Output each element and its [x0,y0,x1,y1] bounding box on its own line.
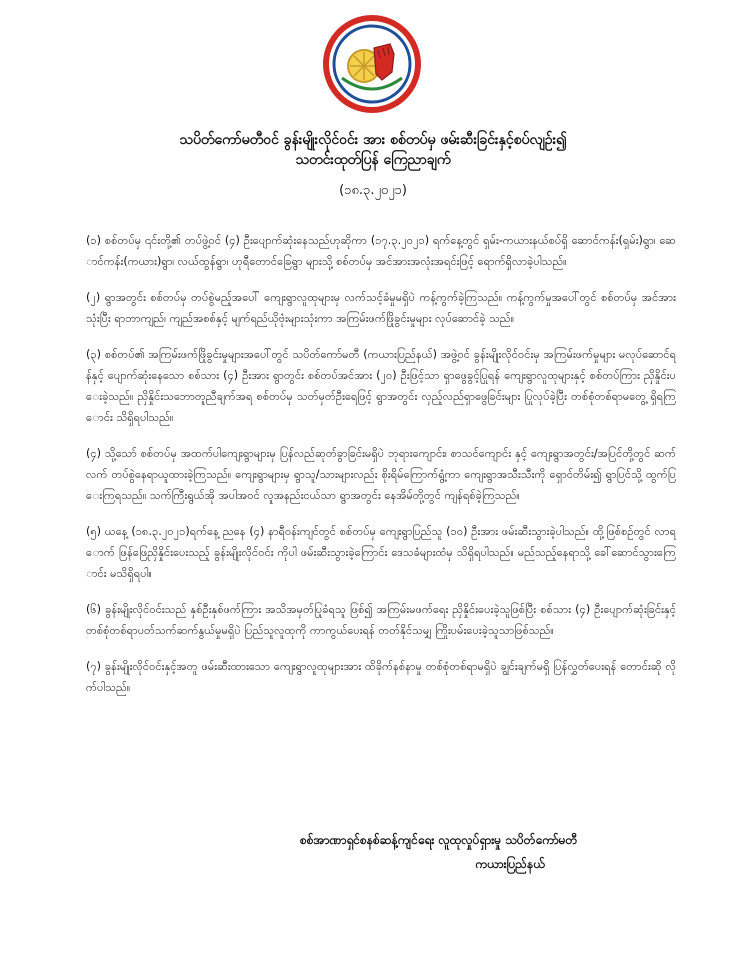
union-logo-fist-icon [320,14,424,114]
union-logo [320,14,424,114]
signature-location: ကယားပြည်နယ် [475,857,545,871]
paragraph-4: (၄) သို့သော် စစ်တပ်မှ အထက်ပါကျေးရွာများမှ ပြန်လည်ဆုတ်ခွာခြင်းမရှိပဲ ဘုရားကျောင်း၊ စာသင်ကျောင်း နှင့် ကျေးရွာအတွင်း/အပြင်တို့တွင် ဆက်လက် တပ်စွဲနေရာယူထားခဲ့ကြသည်။ ကျေးရွာများမှ ရွာသူ/သားများလည်း စိုးရိမ်ကြောက်ရွံ့ကာ ကျေးရွာအသီးသီးကို ရှောင်တိမ်း၍ ရွာပြင်သို့ ထွက်ပြေးကြရသည်။ သက်ကြီးရွယ်အို အပါအဝင် လူအနည်းငယ်သာ ရွာအတွင်း နေအိမ်တို့တွင် ကျန်ရစ်ခဲ့ကြသည်။ [86,447,676,502]
signature-block [300,828,680,876]
signature-organization: စစ်အာဏာရှင်စနစ်ဆန့်ကျင်ရေး လူထုလှုပ်ရှားမှု သပိတ်ကော်မတီ [300,833,578,847]
paragraph-3: (၃) စစ်တပ်၏ အကြမ်းဖက်ဖြိုခွင်းမှုများအပေါ်တွင် သပိတ်ကော်မတီ (ကယားပြည်နယ်) အဖွဲ့ဝင် ခွန်းမျိုးလိုင်ဝင်းမှ အကြမ်းဖက်မှုများ မလုပ်ဆောင်ရန်နှင့် ပျောက်ဆုံးနေသော စစ်သား (၄) ဦးအား ရွာတွင်း စစ်တပ်အင်အား (၂၀) ဦးဖြင့်သာ ရှာဖွေခွင့်ပြုရန် ကျေးရွာလူထုများနှင့် စစ်တပ်ကြား ညှိနှိုင်းပေးခဲ့သည်။ ညှိနှိုင်းသဘောတူညီချက်အရ စစ်တပ်မှ သတ်မှတ်ဦးရေဖြင့် ရွာအတွင်း လှည့်လည်ရှာဖွေခြင်းများ ပြုလုပ်ခဲ့ပြီး တစ်စုံတစ်ရာမတွေ့ ရှိရကြောင်း သိရှိရပါသည်။ [86,348,676,424]
paragraph-6: (၆) ခွန်းမျိုးလိုင်ဝင်းသည် နှစ်ဦးနှစ်ဖက်ကြား အသိအမှတ်ပြုခံရသူ ဖြစ်၍ အကြမ်းမဖက်ရေး ညှိနှိုင်းပေးခဲ့သူဖြစ်ပြီး စစ်သား (၄) ဦးပျောက်ဆုံးခြင်းနှင့် တစ်စုံတစ်ရာပတ်သက်ဆက်နွယ်မှုမရှိပဲ ပြည်သူလူထုကို ကာကွယ်ပေးရန် တတ်နိုင်သမျှ ကြိုးပမ်းပေးခဲ့သူသာဖြစ်သည်။ [86,603,676,637]
paragraph-7: (၇) ခွန်းမျိုးလိုင်ဝင်းနှင့်အတူ ဖမ်းဆီးထားသော ကျေးရွာလူထုများအား ထိခိုက်နစ်နာမှု တစ်စုံတစ်ရာမရှိပဲ ချွင်းချက်မရှိ ပြန်လွှတ်ပေးရန် တောင်းဆို လိုက်ပါသည်။ [86,660,676,694]
paragraph-2: (၂) ရွာအတွင်း စစ်တပ်မှ တပ်စွဲမည့်အပေါ် ကျေးရွာလူထုများမှ လက်သင့်ခံမှုမရှိပဲ ကန့်ကွက်ခဲ့ကြသည်။ ကန့်ကွက်မှုအပေါ်တွင် စစ်တပ်မှ အင်အားသုံးပြီး ရာဘာကျည်၊ ကျည်အစစ်နှင့် မျက်ရည်ယိုဗုံးများသုံးကာ အကြမ်းဖက်ဖြိုခွင်းမှုများ လုပ်ဆောင်ခဲ့ သည်။ [86,291,676,325]
statement-date: (၁၈.၃.၂၀၂၁) [339,183,407,198]
title-line-2: သတင်းထုတ်ပြန် ကြေညာချက် [295,152,451,168]
statement-title [60,130,686,170]
paragraph-1: (၁) စစ်တပ်မှ ၎င်းတို့၏ တပ်ဖွဲ့ဝင် (၄) ဦးပျောက်ဆုံးနေသည်ဟုဆိုကာ (၁၇.၃.၂၀၂၁) ရက်နေ့တွင် ရှမ်း-ကယားနယ်စပ်ရှိ ဆောင်ကန်း(ရှမ်း)ရွာ၊ ဆောင်ကန်း(ကယား)ရွာ၊ လယ်ထွန်ရွာ၊ ဟုရီတောင်ခြေရွာ များသို့ စစ်တပ်မှ အင်အားအလုံးအရင်းဖြင့် ရောက်ရှိလာခဲ့ပါသည်။ [86,234,676,268]
title-line-1: သပိတ်ကော်မတီဝင် ခွန်းမျိုးလိုင်ဝင်း အား စစ်တပ်မှ ဖမ်းဆီးခြင်းနှင့်စပ်လျဉ်း၍ [179,132,567,148]
statement-body [86,230,676,713]
paragraph-5: (၅) ယနေ့ (၁၈.၃.၂၀၂၁)ရက်နေ့ ညနေ (၄) နာရီဝန်းကျင်တွင် စစ်တပ်မှ ကျေးရွာပြည်သူ (၁၀) ဦးအား ဖမ်းဆီးသွားခဲ့ပါသည်။ ထို့ဖြစ်စဉ်တွင် လာရောက် ဖြန်ဖြေညှိနှိုင်းပေးသည့် ခွန်းမျိုးလိုင်ဝင်း ကိုပါ ဖမ်းဆီးသွားခဲ့ကြောင်း ဒေသခံများထံမှ သိရှိရပါသည်။ မည်သည့်နေရာသို့ ခေါ်ဆောင်သွားကြောင်း မသိရှိရပါ။ [86,525,676,580]
